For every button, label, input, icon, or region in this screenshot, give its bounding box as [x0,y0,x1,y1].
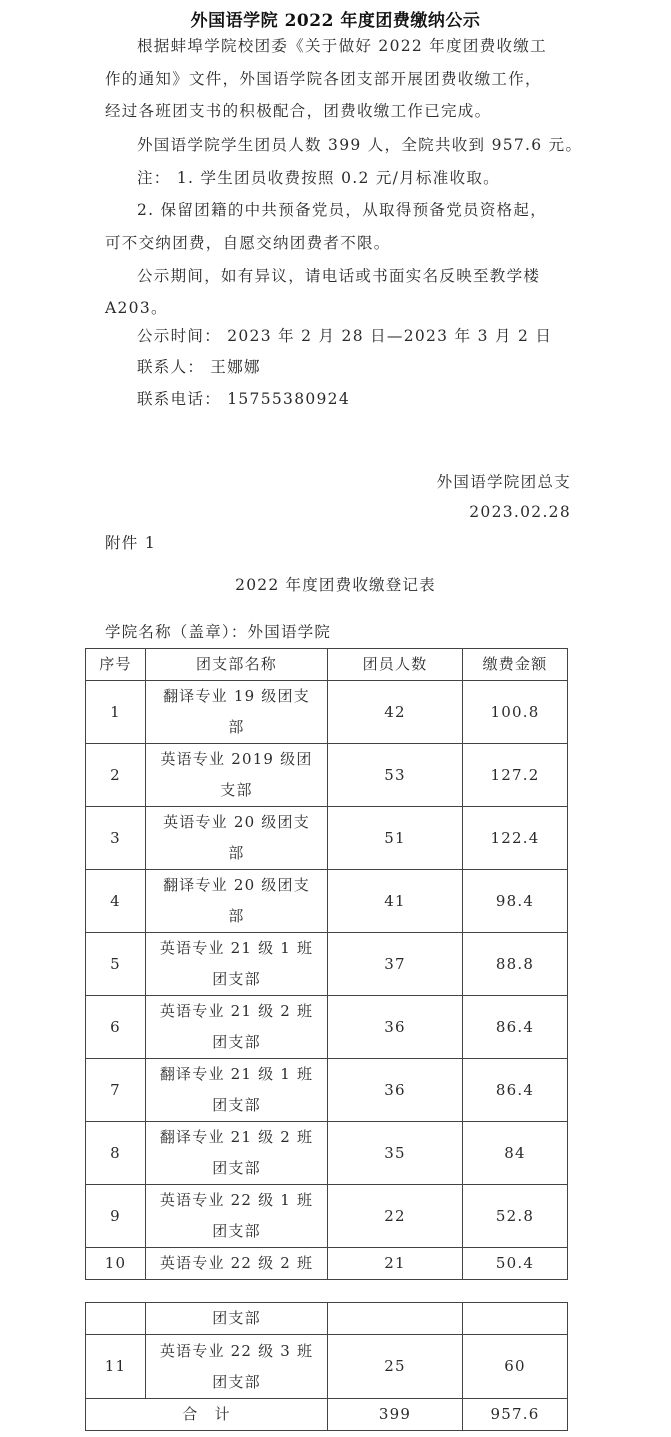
branch-name-line-1: 翻译专业 21 级 2 班 [159,1128,314,1146]
table-row [86,681,568,744]
branch-name-cell: 英语专业 22 级 2 班 [146,1248,328,1280]
branch-name-cell [146,996,328,1059]
branch-name-line-2: 团支部 [212,1033,261,1051]
body-line-3: 经过各班团支书的积极配合，团费收缴工作已完成。 [105,102,492,120]
row-no-cell: 6 [86,996,146,1059]
row-no-cell: 3 [86,807,146,870]
attachment-label: 附件 1 [105,534,156,552]
branch-name-line-2: 部 [228,844,245,862]
document-title: 外国语学院 2022 年度团费缴纳公示 [190,11,481,31]
amount-cell: 50.4 [463,1248,568,1280]
amount-cell: 52.8 [463,1185,568,1248]
row-no-cell: 11 [86,1335,146,1399]
branch-name-line-2: 团支部 [212,1096,261,1114]
branch-name-cell [146,1059,328,1122]
body-line-2: 作的通知》文件，外国语学院各团支部开展团费收缴工作， [105,70,542,88]
branch-name-line-1: 英语专业 21 级 2 班 [159,1002,314,1020]
branch-name-cell: 团支部 [146,1303,328,1335]
table-row [86,1248,568,1280]
amount-cell: 60 [463,1335,568,1399]
row-no-cell: 4 [86,870,146,933]
branch-name-line-1: 翻译专业 19 级团支 [163,687,310,705]
publicity-period: 公示时间： 2023 年 2 月 28 日—2023 年 3 月 2 日 [137,327,553,345]
branch-name-line-2: 团支部 [212,970,261,988]
row-no-cell: 9 [86,1185,146,1248]
note-line-3: 可不交纳团费，自愿交纳团费者不限。 [105,234,391,252]
total-amount-cell: 957.6 [463,1399,568,1431]
row-no-cell: 5 [86,933,146,996]
amount-cell: 84 [463,1122,568,1185]
table-row [86,1335,568,1399]
table-row [86,1059,568,1122]
note-line-1: 注： 1. 学生团员收费按照 0.2 元/月标准收取。 [137,169,500,187]
header-cell-no: 序号 [86,649,146,681]
table-row [86,1122,568,1185]
table-header-row [86,649,568,681]
table-row-continuation [86,1303,568,1335]
row-no-cell: 8 [86,1122,146,1185]
registration-table [85,648,568,1280]
registration-table-continued [85,1302,568,1431]
table-row [86,744,568,807]
amount-cell: 86.4 [463,996,568,1059]
branch-name-line-2: 支部 [220,781,253,799]
row-no-cell [86,1303,146,1335]
amount-cell: 127.2 [463,744,568,807]
members-cell: 51 [328,807,463,870]
row-no-cell: 7 [86,1059,146,1122]
branch-name-cell [146,807,328,870]
branch-name-line-1: 翻译专业 20 级团支 [163,876,310,894]
members-cell: 37 [328,933,463,996]
table-row [86,870,568,933]
branch-name-cell [146,744,328,807]
body-line-1: 根据蚌埠学院校团委《关于做好 2022 年度团费收缴工 [137,37,547,55]
note-line-2: 2. 保留团籍的中共预备党员，从取得预备党员资格起， [137,201,548,219]
branch-name-line-2: 部 [228,718,245,736]
row-no-cell: 10 [86,1248,146,1280]
row-no-cell: 1 [86,681,146,744]
branch-name-cell [146,681,328,744]
table-row [86,1185,568,1248]
branch-name-cell [146,1335,328,1399]
college-name-line: 学院名称（盖章）：外国语学院 [105,623,332,641]
total-label-cell: 合 计 [86,1399,328,1431]
row-no-cell: 2 [86,744,146,807]
header-cell-amount: 缴费金额 [463,649,568,681]
members-cell: 25 [328,1335,463,1399]
branch-name-line-1: 英语专业 22 级 1 班 [159,1191,314,1209]
members-cell: 42 [328,681,463,744]
body-line-4: 外国语学院学生团员人数 399 人，全院共收到 957.6 元。 [137,136,583,154]
members-cell [328,1303,463,1335]
branch-name-cell [146,870,328,933]
members-cell: 36 [328,996,463,1059]
members-cell: 22 [328,1185,463,1248]
branch-name-line-1: 翻译专业 21 级 1 班 [159,1065,314,1083]
branch-name-line-2: 部 [228,907,245,925]
objection-line-2: A203。 [105,299,168,317]
table-row [86,996,568,1059]
branch-name-line-2: 团支部 [212,1222,261,1240]
signature-date: 2023.02.28 [469,503,571,521]
amount-cell: 98.4 [463,870,568,933]
objection-line-1: 公示期间，如有异议，请电话或书面实名反映至教学楼 [137,267,541,285]
members-cell: 35 [328,1122,463,1185]
members-cell: 53 [328,744,463,807]
header-cell-members: 团员人数 [328,649,463,681]
amount-cell: 122.4 [463,807,568,870]
contact-person: 联系人： 王娜娜 [137,358,261,376]
branch-name-line-1: 英语专业 20 级团支 [163,813,310,831]
signature-org: 外国语学院团总支 [436,473,571,491]
branch-name-line-2: 团支部 [212,1372,261,1391]
branch-name-cell [146,1185,328,1248]
total-members-cell: 399 [328,1399,463,1431]
amount-cell: 88.8 [463,933,568,996]
branch-name-cell [146,933,328,996]
table-title: 2022 年度团费收缴登记表 [235,576,436,594]
amount-cell: 86.4 [463,1059,568,1122]
branch-name-line-1: 英语专业 21 级 1 班 [159,939,314,957]
members-cell: 36 [328,1059,463,1122]
table-row [86,933,568,996]
table-row [86,807,568,870]
members-cell: 21 [328,1248,463,1280]
contact-phone: 联系电话： 15755380924 [137,390,351,408]
branch-name-line-1: 英语专业 22 级 3 班 [159,1341,314,1360]
header-cell-branch: 团支部名称 [146,649,328,681]
branch-name-cell [146,1122,328,1185]
branch-name-line-2: 团支部 [212,1159,261,1177]
members-cell: 41 [328,870,463,933]
amount-cell [463,1303,568,1335]
branch-name-line-1: 英语专业 2019 级团 [160,750,313,768]
amount-cell: 100.8 [463,681,568,744]
table-total-row [86,1399,568,1431]
